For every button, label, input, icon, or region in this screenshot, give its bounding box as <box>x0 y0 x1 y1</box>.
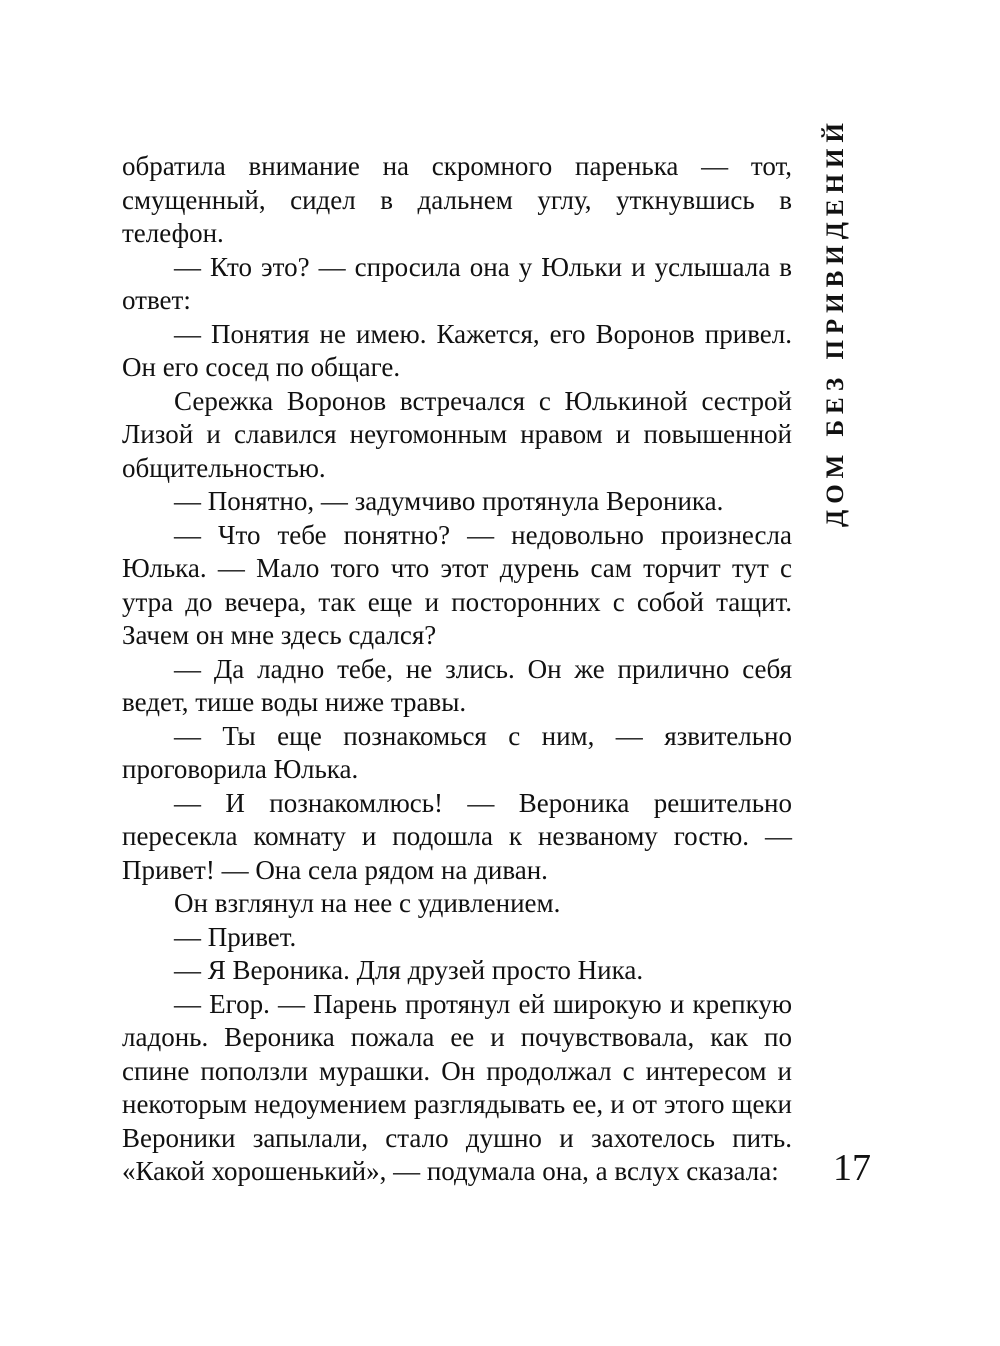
body-text <box>122 150 792 1189</box>
paragraph: Сережка Воронов встречался с Юлькиной сестрой Лизой и славился неугомонным нравом и повышенной общительностью. <box>122 385 792 483</box>
paragraph: — Я Вероника. Для друзей просто Ника. <box>174 955 644 985</box>
paragraph: — Привет. <box>174 921 297 952</box>
paragraph: — Да ладно тебе, не злись. Он же прилично себя ведет, тише воды ниже травы. <box>122 653 792 717</box>
paragraph: Он взглянул на нее с удивлением. <box>174 888 561 918</box>
page-number: 17 <box>833 1147 871 1189</box>
running-head: ДОМ БЕЗ ПРИВИДЕНИЙ <box>822 117 849 527</box>
paragraph: — Понятия не имею. Кажется, его Воронов привел. Он его сосед по общаге. <box>122 318 792 382</box>
paragraph: — Егор. — Парень протянул ей широкую и крепкую ладонь. Вероника пожала ее и почувствовала, как по спине поползли мурашки. Он продолжал с интересом и некоторым недоумением разглядывать ее, и от этого щеки Вероники запылали, стало душно и захотелось пить. «Какой хорошенький», — подумала она, а вслух сказала: <box>122 988 792 1186</box>
paragraph: — Понятно, — задумчиво протянула Вероника. <box>174 486 724 516</box>
paragraph: — Что тебе понятно? — недовольно произнесла Юлька. — Мало того что этот дурень сам торчит тут с утра до вечера, так еще и посторонних с собой тащит. Зачем он мне здесь сдался? <box>122 519 792 650</box>
paragraph: — Кто это? — спросила она у Юльки и услышала в ответ: <box>122 251 792 315</box>
paragraph: — И познакомлюсь! — Вероника решительно пересекла комнату и подошла к незваному гостю. — Привет! — Она села рядом на диван. <box>122 787 792 885</box>
paragraph: обратила внимание на скромного паренька — тот, смущенный, сидел в дальнем углу, уткнувшись в телефон. <box>122 151 792 248</box>
paragraph: — Ты еще познакомься с ним, — язвительно проговорила Юлька. <box>122 720 792 784</box>
